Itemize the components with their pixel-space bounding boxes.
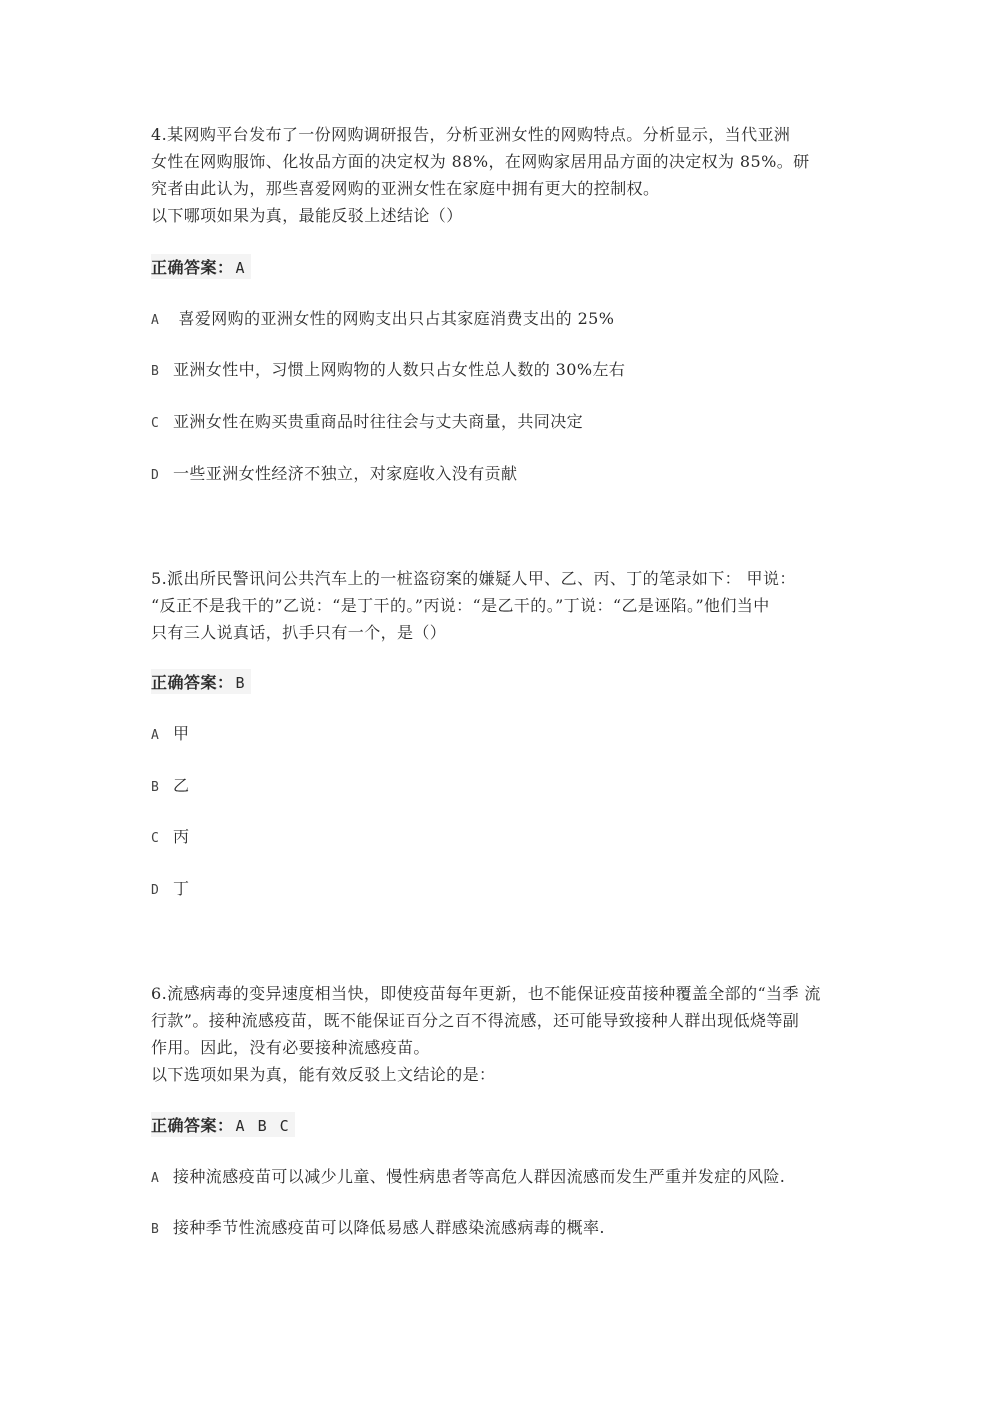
answer-block-4 — [151, 254, 861, 279]
option-key: B — [151, 780, 160, 795]
answer-block-6 — [151, 1112, 861, 1137]
stem-line: 行款”。接种流感疫苗，既不能保证百分之百不得流感，还可能导致接种人群出现低烧等副 — [151, 1011, 800, 1030]
option-text: 亚洲女性中，习惯上网购物的人数只占女性总人数的 30%左右 — [173, 360, 626, 379]
option-list — [151, 357, 861, 380]
option-b — [151, 357, 861, 380]
question-stem — [151, 121, 861, 202]
option-d — [151, 461, 861, 484]
option-c — [151, 409, 861, 432]
option-key: A — [151, 313, 160, 328]
correct-answer — [151, 254, 251, 279]
option-key: D — [151, 468, 160, 483]
option-key: B — [151, 1222, 160, 1237]
question-5 — [151, 565, 861, 646]
stem-line: 6.流感病毒的变异速度相当快，即使疫苗每年更新，也不能保证疫苗接种覆盖全部的“当季 流 — [151, 984, 821, 1003]
option-list — [151, 306, 861, 329]
option-text: 丁 — [173, 879, 190, 898]
option-list — [151, 461, 861, 484]
option-key: A — [151, 1171, 160, 1186]
option-text: 丙 — [173, 827, 190, 846]
option-text: 甲 — [173, 724, 190, 743]
option-key: C — [151, 831, 160, 846]
option-b — [151, 1215, 861, 1238]
option-list — [151, 773, 861, 796]
stem-line: 5.派出所民警讯问公共汽车上的一桩盗窃案的嫌疑人甲、乙、丙、丁的笔录如下： 甲说： — [151, 569, 796, 588]
option-key: A — [151, 728, 160, 743]
answer-value: B — [235, 674, 247, 692]
option-text: 接种流感疫苗可以减少儿童、慢性病患者等高危人群因流感而发生严重并发症的风险. — [173, 1167, 786, 1186]
option-list — [151, 409, 861, 432]
option-b — [151, 773, 861, 796]
option-a — [151, 721, 861, 744]
option-list — [151, 1215, 861, 1238]
option-list — [151, 824, 861, 847]
option-c — [151, 824, 861, 847]
stem-line: 女性在网购服饰、化妆品方面的决定权为 88%，在网购家居用品方面的决定权为 85%。研 — [151, 152, 810, 171]
question-stem — [151, 565, 861, 646]
option-list — [151, 721, 861, 744]
option-d — [151, 876, 861, 899]
question-prompt: 以下哪项如果为真，最能反驳上述结论（） — [151, 206, 463, 225]
question-4 — [151, 121, 861, 229]
option-list — [151, 876, 861, 899]
stem-line: “反正不是我干的”乙说：“是丁干的。”丙说：“是乙干的。”丁说：“乙是诬陷。”他们当中 — [151, 596, 770, 615]
option-text: 一些亚洲女性经济不独立，对家庭收入没有贡献 — [173, 464, 518, 483]
option-text: 亚洲女性在购买贵重商品时往往会与丈夫商量，共同决定 — [173, 412, 584, 431]
stem-line: 4.某网购平台发布了一份网购调研报告，分析亚洲女性的网购特点。分析显示，当代亚洲 — [151, 125, 791, 144]
answer-value: A B C — [235, 1117, 291, 1135]
stem-line: 究者由此认为，那些喜爱网购的亚洲女性在家庭中拥有更大的控制权。 — [151, 179, 660, 198]
answer-label: 正确答案： — [151, 673, 234, 692]
option-list — [151, 1164, 861, 1187]
answer-value: A — [235, 259, 247, 277]
option-text: 乙 — [173, 776, 190, 795]
option-a — [151, 306, 861, 329]
option-key: B — [151, 364, 160, 379]
correct-answer — [151, 1112, 295, 1137]
stem-line: 只有三人说真话，扒手只有一个，是（） — [151, 623, 447, 642]
question-6 — [151, 980, 861, 1088]
option-key: D — [151, 883, 160, 898]
option-key: C — [151, 416, 160, 431]
option-text: 喜爱网购的亚洲女性的网购支出只占其家庭消费支出的 25% — [173, 309, 615, 328]
answer-block-5 — [151, 669, 861, 694]
answer-label: 正确答案： — [151, 1116, 234, 1135]
option-a — [151, 1164, 861, 1187]
question-stem — [151, 980, 861, 1061]
question-prompt: 以下选项如果为真，能有效反驳上文结论的是： — [151, 1065, 496, 1084]
option-text: 接种季节性流感疫苗可以降低易感人群感染流感病毒的概率. — [173, 1218, 605, 1237]
correct-answer — [151, 669, 251, 694]
answer-label: 正确答案： — [151, 258, 234, 277]
stem-line: 作用。因此，没有必要接种流感疫苗。 — [151, 1038, 430, 1057]
